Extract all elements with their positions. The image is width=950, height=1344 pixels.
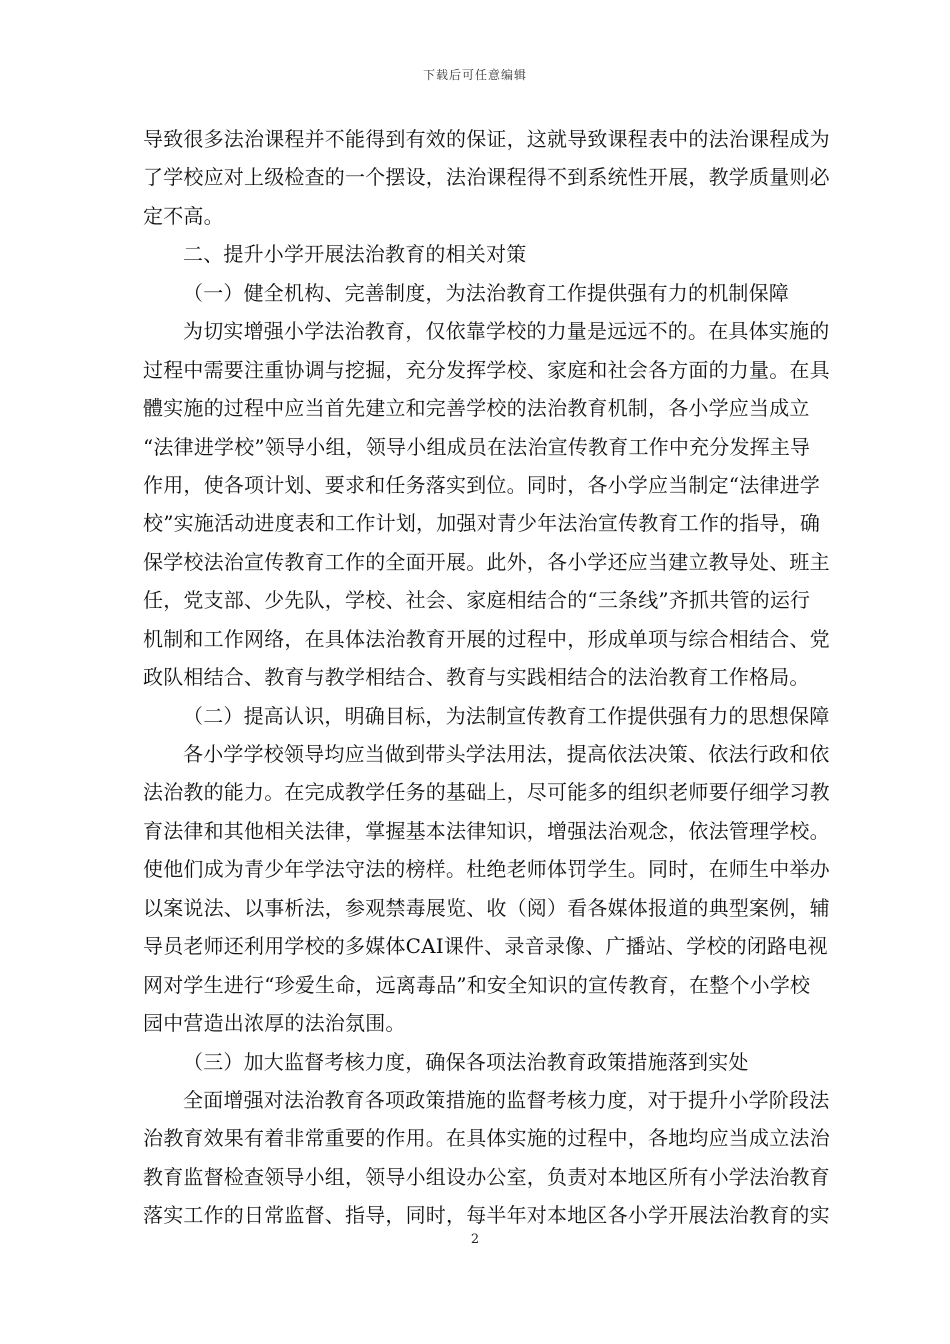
body-line: 育法律和其他相关法律，掌握基本法律知识，增强法治观念，依法管理学校。 — [143, 818, 830, 843]
body-line: 机制和工作网络，在具体法治教育开展的过程中，形成单项与综合相结合、党 — [143, 626, 830, 651]
page-number: 2 — [470, 1232, 480, 1247]
body-line: 政队相结合、教育与教学相结合、教育与实践相结合的法治教育工作格局。 — [143, 665, 810, 690]
body-line: 了学校应对上级检查的一个摆设，法治课程得不到系统性开展，教学质量则必 — [143, 165, 830, 190]
body-line: “法律进学校”领导小组，领导小组成员在法治宣传教育工作中充分发挥主导 — [143, 434, 811, 459]
body-line: 教育监督检查领导小组，领导小组设办公室，负责对本地区所有小学法治教育 — [143, 1164, 830, 1189]
body-line: 过程中需要注重协调与挖掘，充分发挥学校、家庭和社会各方面的力量。在具 — [143, 357, 830, 382]
body-line: 全面增强对法治教育各项政策措施的监督考核力度，对于提升小学阶段法 — [183, 1087, 830, 1112]
body-line: 导致很多法治课程并不能得到有效的保证，这就导致课程表中的法治课程成为 — [143, 127, 830, 151]
body-line: 體实施的过程中应当首先建立和完善学校的法治教育机制，各小学应当成立 — [143, 396, 810, 421]
body-line: 治教育效果有着非常重要的作用。在具体实施的过程中，各地均应当成立法治 — [143, 1126, 830, 1151]
body-line: 定不高。 — [143, 203, 224, 228]
body-line: 落实工作的日常监督、指导，同时，每半年对本地区各小学开展法治教育的实 — [143, 1203, 830, 1228]
subsection-heading: （三）加大监督考核力度，确保各项法治教育政策措施落到实处 — [183, 1049, 749, 1074]
body-line: 导员老师还利用学校的多媒体CAI课件、录音录像、广播站、学校的闭路电视 — [143, 934, 828, 959]
page-header: 下载后可任意编辑 — [422, 68, 527, 82]
document-body — [143, 120, 830, 1235]
body-line: 各小学学校领导均应当做到带头学法用法，提高依法决策、依法行政和依 — [183, 742, 830, 766]
body-line: 任，党支部、少先队，学校、社会、家庭相结合的“三条线”齐抓共管的运行 — [143, 588, 811, 613]
body-line: 园中营造出浓厚的法治氛围。 — [143, 1011, 406, 1036]
subsection-heading: （一）健全机构、完善制度，为法治教育工作提供强有力的机制保障 — [183, 280, 789, 305]
body-line: 为切实增强小学法治教育，仅依靠学校的力量是远远不的。在具体实施的 — [183, 319, 830, 344]
body-line: 以案说法、以事析法，参观禁毒展览、收（阅）看各媒体报道的典型案例，辅 — [143, 895, 830, 920]
body-line: 网对学生进行“珍爱生命，远离毒品”和安全知识的宣传教育，在整个小学校 — [143, 972, 811, 997]
body-line: 保学校法治宣传教育工作的全面开展。此外，各小学还应当建立教导处、班主 — [143, 549, 830, 574]
body-line: 法治教的能力。在完成教学任务的基础上，尽可能多的组织老师要仔细学习教 — [143, 780, 830, 805]
body-line: 使他们成为青少年学法守法的榜样。杜绝老师体罚学生。同时，在师生中举办 — [143, 857, 830, 882]
section-heading: 二、提升小学开展法治教育的相关对策 — [183, 242, 527, 267]
body-line: 作用，使各项计划、要求和任务落实到位。同时，各小学应当制定“法律进学 — [143, 472, 821, 497]
subsection-heading: （二）提高认识，明确目标，为法制宣传教育工作提供强有力的思想保障 — [183, 703, 830, 728]
body-line: 校”实施活动进度表和工作计划，加强对青少年法治宣传教育工作的指导，确 — [143, 511, 821, 536]
